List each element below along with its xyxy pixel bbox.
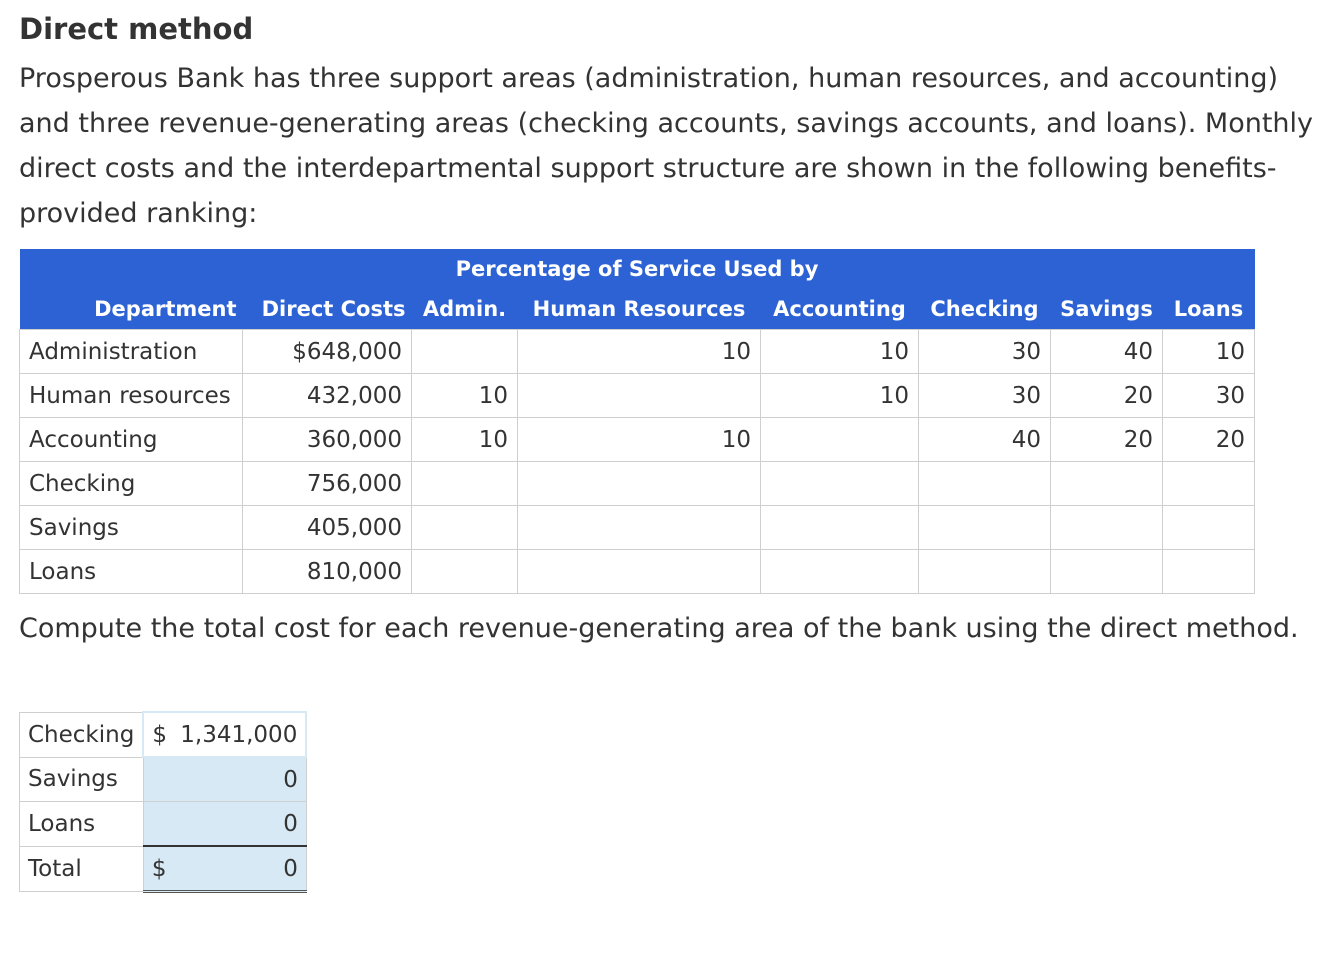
col-header-savings: Savings <box>1051 289 1163 330</box>
hr-cell: 10 <box>518 330 761 374</box>
direct-cost-cell: $648,000 <box>243 330 412 374</box>
currency-symbol: $ <box>151 855 167 882</box>
loans-cell <box>1163 550 1255 594</box>
dept-cell: Savings <box>20 506 243 550</box>
question-text: Compute the total cost for each revenue-generating area of the bank using the direct method. <box>19 613 1299 644</box>
answer-table <box>19 711 307 893</box>
savings-total-input[interactable] <box>143 757 306 802</box>
dept-cell: Loans <box>20 550 243 594</box>
answer-value: 1,341,000 <box>180 721 298 748</box>
col-header-department: Department <box>20 289 243 330</box>
answer-label: Checking <box>20 712 144 757</box>
admin-cell <box>412 550 518 594</box>
accounting-cell <box>761 462 919 506</box>
hr-cell <box>518 506 761 550</box>
answer-row-loans <box>20 802 307 847</box>
checking-cell <box>919 550 1051 594</box>
answer-value: 0 <box>283 766 298 793</box>
answer-label: Loans <box>20 802 144 847</box>
table-row <box>20 462 1255 506</box>
service-percentage-table <box>19 249 1255 594</box>
loans-cell: 30 <box>1163 374 1255 418</box>
checking-cell: 30 <box>919 374 1051 418</box>
hr-cell <box>518 462 761 506</box>
hr-cell <box>518 550 761 594</box>
answer-label: Savings <box>20 757 144 802</box>
col-header-direct-costs: Direct Costs <box>243 289 412 330</box>
col-header-admin: Admin. <box>412 289 518 330</box>
dept-cell: Checking <box>20 462 243 506</box>
checking-cell <box>919 506 1051 550</box>
dept-cell: Accounting <box>20 418 243 462</box>
answer-label: Total <box>20 846 144 892</box>
savings-cell <box>1051 506 1163 550</box>
direct-cost-cell: 405,000 <box>243 506 412 550</box>
checking-cell: 30 <box>919 330 1051 374</box>
accounting-cell: 10 <box>761 330 919 374</box>
accounting-cell <box>761 506 919 550</box>
answer-value: 0 <box>283 810 298 837</box>
savings-cell <box>1051 462 1163 506</box>
answer-row-savings <box>20 757 307 802</box>
hr-cell <box>518 374 761 418</box>
group-header: Percentage of Service Used by <box>20 249 1255 289</box>
accounting-cell <box>761 418 919 462</box>
savings-cell: 20 <box>1051 374 1163 418</box>
currency-symbol: $ <box>152 721 167 748</box>
grand-total-input[interactable] <box>143 846 306 892</box>
admin-cell <box>412 506 518 550</box>
loans-cell <box>1163 506 1255 550</box>
answer-value: 0 <box>283 855 298 882</box>
problem-intro: Prosperous Bank has three support areas (administration, human resources, and accounting) and three revenue-generating areas (checking accounts, savings accounts, and loans). Monthly direct costs and the interdepartmental support structure are shown in the following benefits-provided ranking: <box>19 63 1314 229</box>
savings-cell <box>1051 550 1163 594</box>
answer-row-checking <box>20 712 307 757</box>
column-header-row <box>20 289 1255 330</box>
col-header-human-resources: Human Resources <box>518 289 761 330</box>
loans-cell: 20 <box>1163 418 1255 462</box>
col-header-loans: Loans <box>1163 289 1255 330</box>
admin-cell: 10 <box>412 374 518 418</box>
hr-cell: 10 <box>518 418 761 462</box>
dept-cell: Human resources <box>20 374 243 418</box>
savings-cell: 40 <box>1051 330 1163 374</box>
savings-cell: 20 <box>1051 418 1163 462</box>
table-row <box>20 330 1255 374</box>
table-row <box>20 506 1255 550</box>
accounting-cell: 10 <box>761 374 919 418</box>
col-header-accounting: Accounting <box>761 289 919 330</box>
direct-cost-cell: 360,000 <box>243 418 412 462</box>
direct-cost-cell: 432,000 <box>243 374 412 418</box>
col-header-checking: Checking <box>919 289 1051 330</box>
answer-row-total <box>20 846 307 892</box>
checking-total-input[interactable] <box>143 712 306 757</box>
admin-cell <box>412 462 518 506</box>
table-row <box>20 374 1255 418</box>
admin-cell: 10 <box>412 418 518 462</box>
table-row <box>20 550 1255 594</box>
loans-cell: 10 <box>1163 330 1255 374</box>
problem-title: Direct method <box>19 12 254 46</box>
admin-cell <box>412 330 518 374</box>
table-row <box>20 418 1255 462</box>
direct-cost-cell: 810,000 <box>243 550 412 594</box>
checking-cell: 40 <box>919 418 1051 462</box>
accounting-cell <box>761 550 919 594</box>
loans-total-input[interactable] <box>143 802 306 847</box>
loans-cell <box>1163 462 1255 506</box>
checking-cell <box>919 462 1051 506</box>
dept-cell: Administration <box>20 330 243 374</box>
direct-cost-cell: 756,000 <box>243 462 412 506</box>
